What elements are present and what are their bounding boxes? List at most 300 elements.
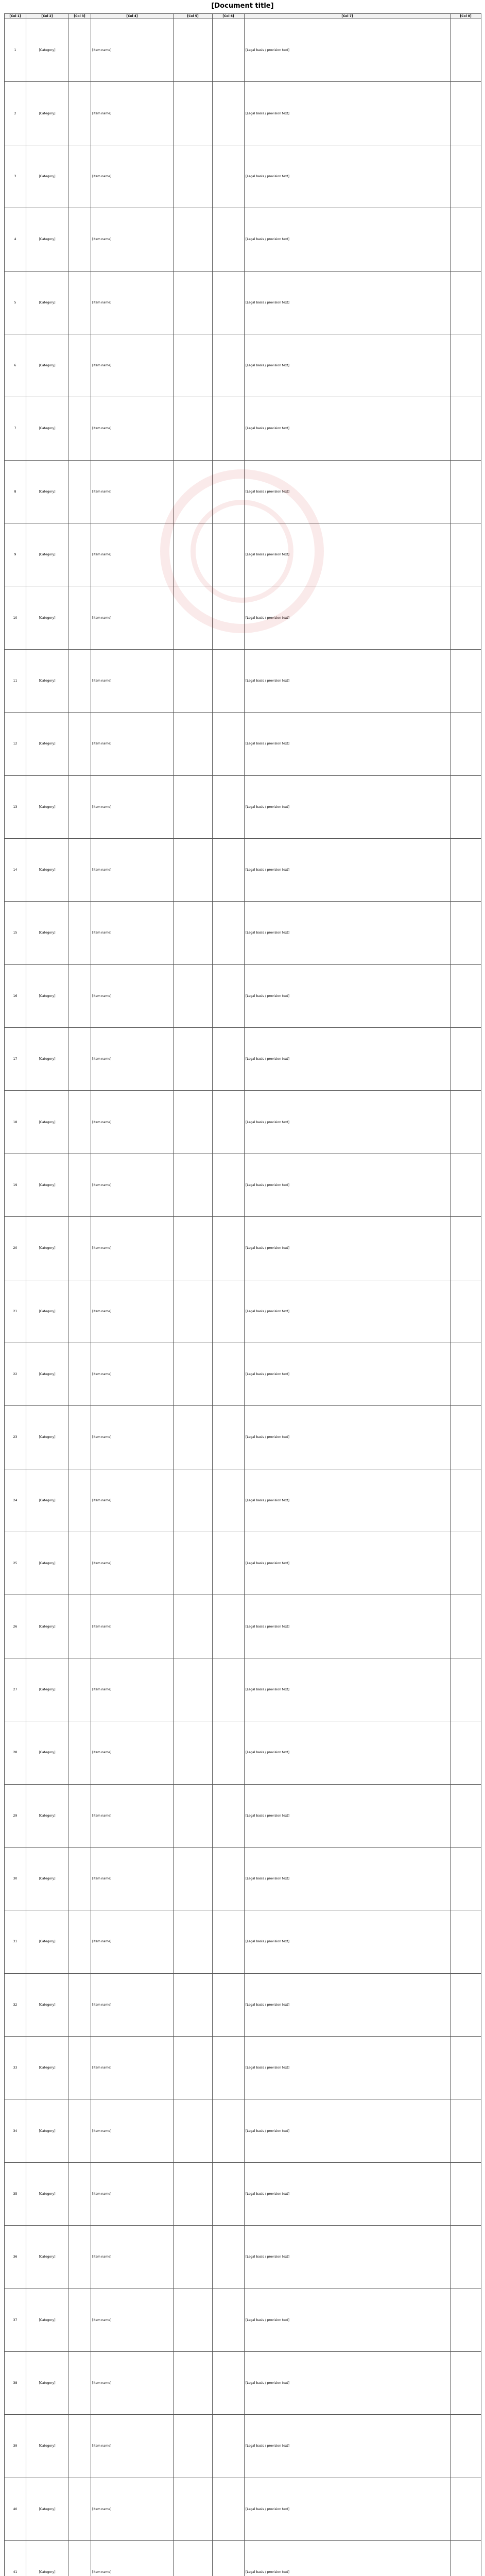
cell-basis: [Legal basis / provision text] — [245, 2541, 451, 2576]
cell-remark — [213, 1028, 245, 1091]
cell-body — [174, 460, 213, 523]
cell-note — [451, 1973, 481, 2036]
table-row — [5, 586, 481, 649]
cell-remark — [213, 775, 245, 838]
cell-basis: [Legal basis / provision text] — [245, 1280, 451, 1343]
table-row — [5, 1406, 481, 1469]
cell-basis: [Legal basis / provision text] — [245, 1973, 451, 2036]
cell-remark — [213, 586, 245, 649]
cell-no: 22 — [5, 1343, 26, 1405]
table-row — [5, 1973, 481, 2036]
table-row — [5, 1343, 481, 1405]
cell-item: [Item name] — [91, 1469, 174, 1532]
cell-item: [Item name] — [91, 1217, 174, 1280]
cell-item: [Item name] — [91, 397, 174, 460]
cell-body — [174, 649, 213, 712]
cell-basis: [Legal basis / provision text] — [245, 1154, 451, 1216]
cell-item: [Item name] — [91, 523, 174, 586]
cell-body — [174, 1028, 213, 1091]
cell-no: 21 — [5, 1280, 26, 1343]
table-row — [5, 838, 481, 901]
cell-code — [68, 649, 91, 712]
cell-basis: [Legal basis / provision text] — [245, 775, 451, 838]
cell-code — [68, 1847, 91, 1910]
cell-type: [Category] — [26, 1343, 68, 1405]
table-row — [5, 2226, 481, 2289]
cell-code — [68, 964, 91, 1027]
cell-no: 37 — [5, 2289, 26, 2351]
cell-item: [Item name] — [91, 2289, 174, 2351]
cell-basis: [Legal basis / provision text] — [245, 902, 451, 964]
cell-item: [Item name] — [91, 1658, 174, 1721]
cell-note — [451, 2289, 481, 2351]
cell-type: [Category] — [26, 1910, 68, 1973]
cell-note — [451, 649, 481, 712]
cell-code — [68, 334, 91, 397]
cell-no: 39 — [5, 2415, 26, 2478]
cell-no: 34 — [5, 2099, 26, 2162]
cell-item: [Item name] — [91, 1973, 174, 2036]
cell-type: [Category] — [26, 1973, 68, 2036]
table-row — [5, 271, 481, 334]
cell-note — [451, 2162, 481, 2225]
cell-note — [451, 1532, 481, 1595]
cell-body — [174, 2037, 213, 2099]
cell-no: 33 — [5, 2037, 26, 2099]
cell-no: 19 — [5, 1154, 26, 1216]
cell-basis: [Legal basis / provision text] — [245, 2037, 451, 2099]
cell-code — [68, 1343, 91, 1405]
cell-code — [68, 586, 91, 649]
cell-body — [174, 2351, 213, 2414]
table-row — [5, 1532, 481, 1595]
table-row — [5, 523, 481, 586]
table-row — [5, 1469, 481, 1532]
cell-code — [68, 19, 91, 82]
cell-remark — [213, 523, 245, 586]
cell-code — [68, 1028, 91, 1091]
cell-item: [Item name] — [91, 2351, 174, 2414]
cell-remark — [213, 334, 245, 397]
cell-basis: [Legal basis / provision text] — [245, 1910, 451, 1973]
cell-no: 14 — [5, 838, 26, 901]
table-row — [5, 334, 481, 397]
cell-body — [174, 334, 213, 397]
cell-basis: [Legal basis / provision text] — [245, 208, 451, 271]
cell-item: [Item name] — [91, 2099, 174, 2162]
cell-basis: [Legal basis / provision text] — [245, 397, 451, 460]
table-row — [5, 19, 481, 82]
cell-item: [Item name] — [91, 2226, 174, 2289]
cell-item: [Item name] — [91, 902, 174, 964]
cell-body — [174, 2415, 213, 2478]
cell-body — [174, 586, 213, 649]
cell-note — [451, 775, 481, 838]
cell-item: [Item name] — [91, 1784, 174, 1847]
cell-note — [451, 82, 481, 145]
table-row — [5, 1658, 481, 1721]
cell-basis: [Legal basis / provision text] — [245, 2099, 451, 2162]
cell-remark — [213, 1280, 245, 1343]
cell-note — [451, 1154, 481, 1216]
cell-type: [Category] — [26, 964, 68, 1027]
cell-type: [Category] — [26, 2541, 68, 2576]
cell-note — [451, 713, 481, 775]
cell-basis: [Legal basis / provision text] — [245, 2415, 451, 2478]
cell-body — [174, 902, 213, 964]
table-row — [5, 2415, 481, 2478]
cell-body — [174, 2478, 213, 2540]
cell-code — [68, 1469, 91, 1532]
list-table-container — [4, 13, 481, 2576]
cell-body — [174, 1847, 213, 1910]
cell-type: [Category] — [26, 19, 68, 82]
cell-item: [Item name] — [91, 775, 174, 838]
table-row — [5, 460, 481, 523]
column-header: [Col 3] — [68, 14, 91, 19]
cell-basis: [Legal basis / provision text] — [245, 1721, 451, 1784]
cell-note — [451, 964, 481, 1027]
table-row — [5, 1091, 481, 1154]
cell-note — [451, 1280, 481, 1343]
cell-item: [Item name] — [91, 2037, 174, 2099]
cell-remark — [213, 713, 245, 775]
cell-type: [Category] — [26, 1091, 68, 1154]
cell-remark — [213, 1784, 245, 1847]
cell-body — [174, 208, 213, 271]
cell-item: [Item name] — [91, 1406, 174, 1469]
cell-remark — [213, 145, 245, 208]
table-row — [5, 964, 481, 1027]
cell-item: [Item name] — [91, 964, 174, 1027]
cell-note — [451, 2541, 481, 2576]
cell-type: [Category] — [26, 2226, 68, 2289]
cell-remark — [213, 460, 245, 523]
cell-no: 2 — [5, 82, 26, 145]
cell-item: [Item name] — [91, 1343, 174, 1405]
cell-remark — [213, 2415, 245, 2478]
cell-note — [451, 1406, 481, 1469]
cell-no: 38 — [5, 2351, 26, 2414]
cell-no: 5 — [5, 271, 26, 334]
cell-remark — [213, 2541, 245, 2576]
cell-body — [174, 2541, 213, 2576]
cell-basis: [Legal basis / provision text] — [245, 713, 451, 775]
cell-basis: [Legal basis / provision text] — [245, 1343, 451, 1405]
cell-remark — [213, 1658, 245, 1721]
table-row — [5, 1847, 481, 1910]
cell-item: [Item name] — [91, 1028, 174, 1091]
cell-remark — [213, 2289, 245, 2351]
cell-note — [451, 1658, 481, 1721]
cell-body — [174, 2099, 213, 2162]
cell-body — [174, 1469, 213, 1532]
cell-code — [68, 2162, 91, 2225]
table-row — [5, 397, 481, 460]
cell-type: [Category] — [26, 2415, 68, 2478]
cell-type: [Category] — [26, 1847, 68, 1910]
cell-body — [174, 2289, 213, 2351]
cell-item: [Item name] — [91, 838, 174, 901]
column-header: [Col 4] — [91, 14, 174, 19]
cell-code — [68, 1973, 91, 2036]
cell-no: 1 — [5, 19, 26, 82]
cell-code — [68, 460, 91, 523]
cell-basis: [Legal basis / provision text] — [245, 2162, 451, 2225]
table-row — [5, 1595, 481, 1658]
cell-basis: [Legal basis / provision text] — [245, 145, 451, 208]
cell-body — [174, 397, 213, 460]
cell-body — [174, 523, 213, 586]
cell-body — [174, 1280, 213, 1343]
cell-basis: [Legal basis / provision text] — [245, 2478, 451, 2540]
table-row — [5, 208, 481, 271]
cell-no: 13 — [5, 775, 26, 838]
cell-code — [68, 397, 91, 460]
cell-item: [Item name] — [91, 1091, 174, 1154]
cell-basis: [Legal basis / provision text] — [245, 1532, 451, 1595]
cell-item: [Item name] — [91, 2478, 174, 2540]
table-row — [5, 2351, 481, 2414]
page-title: [Document title] — [211, 2, 274, 10]
table-row — [5, 2037, 481, 2099]
cell-body — [174, 1721, 213, 1784]
cell-remark — [213, 838, 245, 901]
cell-body — [174, 1091, 213, 1154]
cell-code — [68, 1595, 91, 1658]
cell-note — [451, 397, 481, 460]
cell-no: 25 — [5, 1532, 26, 1595]
cell-code — [68, 1784, 91, 1847]
cell-code — [68, 838, 91, 901]
cell-code — [68, 2351, 91, 2414]
cell-type: [Category] — [26, 1469, 68, 1532]
cell-note — [451, 2099, 481, 2162]
cell-code — [68, 2478, 91, 2540]
cell-item: [Item name] — [91, 1595, 174, 1658]
cell-item: [Item name] — [91, 1847, 174, 1910]
cell-no: 40 — [5, 2478, 26, 2540]
cell-no: 16 — [5, 964, 26, 1027]
cell-body — [174, 1973, 213, 2036]
table-row — [5, 2541, 481, 2576]
cell-no: 28 — [5, 1721, 26, 1784]
cell-type: [Category] — [26, 2351, 68, 2414]
cell-type: [Category] — [26, 1028, 68, 1091]
cell-no: 23 — [5, 1406, 26, 1469]
cell-basis: [Legal basis / provision text] — [245, 649, 451, 712]
cell-no: 11 — [5, 649, 26, 712]
table-row — [5, 145, 481, 208]
cell-remark — [213, 19, 245, 82]
cell-type: [Category] — [26, 775, 68, 838]
cell-type: [Category] — [26, 523, 68, 586]
cell-note — [451, 586, 481, 649]
cell-note — [451, 1784, 481, 1847]
cell-type: [Category] — [26, 1406, 68, 1469]
table-header-row — [5, 14, 481, 19]
cell-note — [451, 334, 481, 397]
cell-remark — [213, 1406, 245, 1469]
cell-no: 17 — [5, 1028, 26, 1091]
cell-code — [68, 1154, 91, 1216]
cell-code — [68, 145, 91, 208]
cell-body — [174, 1343, 213, 1405]
cell-remark — [213, 2478, 245, 2540]
cell-no: 12 — [5, 713, 26, 775]
cell-code — [68, 1406, 91, 1469]
cell-type: [Category] — [26, 1217, 68, 1280]
cell-basis: [Legal basis / provision text] — [245, 1406, 451, 1469]
cell-type: [Category] — [26, 2099, 68, 2162]
cell-type: [Category] — [26, 1595, 68, 1658]
column-header: [Col 5] — [174, 14, 213, 19]
cell-note — [451, 902, 481, 964]
cell-code — [68, 1532, 91, 1595]
cell-remark — [213, 271, 245, 334]
cell-remark — [213, 1091, 245, 1154]
cell-type: [Category] — [26, 649, 68, 712]
cell-note — [451, 1595, 481, 1658]
cell-type: [Category] — [26, 838, 68, 901]
cell-type: [Category] — [26, 208, 68, 271]
cell-remark — [213, 82, 245, 145]
cell-basis: [Legal basis / provision text] — [245, 1028, 451, 1091]
table-row — [5, 1280, 481, 1343]
cell-no: 20 — [5, 1217, 26, 1280]
cell-code — [68, 2415, 91, 2478]
cell-remark — [213, 1154, 245, 1216]
cell-remark — [213, 1343, 245, 1405]
cell-note — [451, 19, 481, 82]
cell-note — [451, 1847, 481, 1910]
cell-type: [Category] — [26, 1154, 68, 1216]
cell-code — [68, 1091, 91, 1154]
cell-item: [Item name] — [91, 271, 174, 334]
cell-item: [Item name] — [91, 1910, 174, 1973]
cell-note — [451, 1721, 481, 1784]
cell-item: [Item name] — [91, 2162, 174, 2225]
cell-basis: [Legal basis / provision text] — [245, 334, 451, 397]
cell-item: [Item name] — [91, 586, 174, 649]
cell-remark — [213, 2226, 245, 2289]
table-row — [5, 1721, 481, 1784]
cell-code — [68, 523, 91, 586]
cell-body — [174, 1910, 213, 1973]
cell-item: [Item name] — [91, 208, 174, 271]
cell-no: 29 — [5, 1784, 26, 1847]
cell-item: [Item name] — [91, 1280, 174, 1343]
cell-type: [Category] — [26, 397, 68, 460]
cell-note — [451, 208, 481, 271]
column-header: [Col 7] — [245, 14, 451, 19]
cell-code — [68, 208, 91, 271]
cell-code — [68, 1280, 91, 1343]
cell-body — [174, 271, 213, 334]
table-row — [5, 1217, 481, 1280]
cell-type: [Category] — [26, 460, 68, 523]
cell-note — [451, 460, 481, 523]
cell-remark — [213, 1532, 245, 1595]
cell-remark — [213, 1910, 245, 1973]
table-row — [5, 2162, 481, 2225]
cell-item: [Item name] — [91, 2415, 174, 2478]
cell-basis: [Legal basis / provision text] — [245, 271, 451, 334]
cell-basis: [Legal basis / provision text] — [245, 1784, 451, 1847]
cell-code — [68, 713, 91, 775]
cell-body — [174, 1595, 213, 1658]
cell-no: 6 — [5, 334, 26, 397]
cell-body — [174, 1784, 213, 1847]
cell-basis: [Legal basis / provision text] — [245, 1217, 451, 1280]
cell-code — [68, 82, 91, 145]
cell-note — [451, 1343, 481, 1405]
cell-remark — [213, 1973, 245, 2036]
list-table — [4, 13, 481, 2576]
cell-body — [174, 1658, 213, 1721]
cell-code — [68, 1217, 91, 1280]
cell-note — [451, 271, 481, 334]
cell-type: [Category] — [26, 713, 68, 775]
cell-remark — [213, 2351, 245, 2414]
cell-no: 24 — [5, 1469, 26, 1532]
cell-note — [451, 1217, 481, 1280]
cell-remark — [213, 208, 245, 271]
cell-body — [174, 1217, 213, 1280]
cell-code — [68, 1721, 91, 1784]
cell-body — [174, 1406, 213, 1469]
cell-basis: [Legal basis / provision text] — [245, 1469, 451, 1532]
cell-body — [174, 145, 213, 208]
table-row — [5, 2289, 481, 2351]
cell-no: 18 — [5, 1091, 26, 1154]
cell-no: 9 — [5, 523, 26, 586]
cell-no: 3 — [5, 145, 26, 208]
cell-basis: [Legal basis / provision text] — [245, 2226, 451, 2289]
column-header: [Col 2] — [26, 14, 68, 19]
table-row — [5, 82, 481, 145]
cell-item: [Item name] — [91, 19, 174, 82]
cell-code — [68, 902, 91, 964]
cell-no: 10 — [5, 586, 26, 649]
table-body — [5, 19, 481, 2576]
cell-type: [Category] — [26, 1721, 68, 1784]
cell-basis: [Legal basis / provision text] — [245, 460, 451, 523]
cell-no: 32 — [5, 1973, 26, 2036]
cell-no: 15 — [5, 902, 26, 964]
cell-code — [68, 775, 91, 838]
cell-body — [174, 19, 213, 82]
cell-type: [Category] — [26, 1784, 68, 1847]
cell-basis: [Legal basis / provision text] — [245, 1847, 451, 1910]
cell-type: [Category] — [26, 1280, 68, 1343]
cell-no: 27 — [5, 1658, 26, 1721]
cell-body — [174, 2226, 213, 2289]
cell-code — [68, 2099, 91, 2162]
cell-no: 7 — [5, 397, 26, 460]
cell-item: [Item name] — [91, 334, 174, 397]
cell-item: [Item name] — [91, 713, 174, 775]
cell-type: [Category] — [26, 586, 68, 649]
cell-type: [Category] — [26, 2289, 68, 2351]
cell-remark — [213, 1847, 245, 1910]
cell-body — [174, 713, 213, 775]
cell-note — [451, 523, 481, 586]
cell-type: [Category] — [26, 2478, 68, 2540]
column-header: [Col 6] — [213, 14, 245, 19]
cell-no: 35 — [5, 2162, 26, 2225]
cell-no: 41 — [5, 2541, 26, 2576]
